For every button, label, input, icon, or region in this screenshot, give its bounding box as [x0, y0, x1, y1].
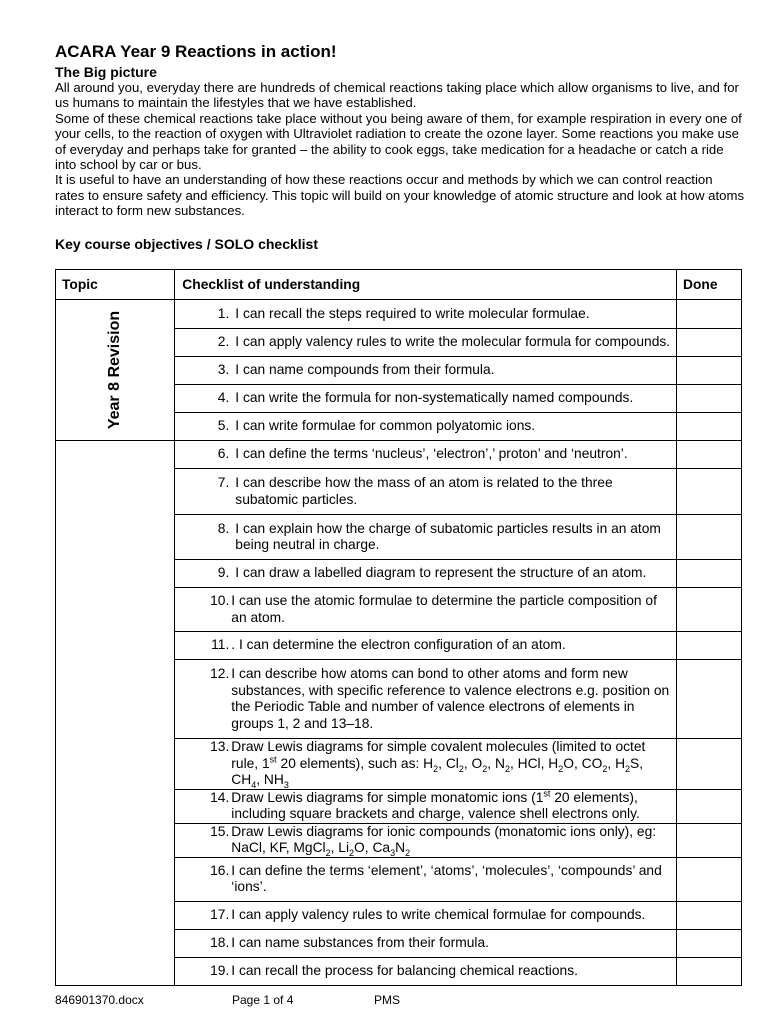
checklist-item: [175, 560, 677, 588]
topic-label: Year 8 Revision: [106, 310, 124, 430]
item-text: I can name compounds from their formula.: [235, 362, 495, 378]
item-number: 9.: [217, 565, 230, 581]
item-number: 1.: [217, 305, 230, 321]
objectives-heading: Key course objectives / SOLO checklist: [55, 236, 318, 252]
intro-paragraph: Some of these chemical reactions take place without you being aware of them, for example respiration in every one of your cells, to the reaction of oxygen with Ultraviolet radiation to create the ozone layer. Some reactions you make use of everyday and perhaps take for granted – the ability to cook eggs, take medication for a headache or catch a ride into school by car or bus.: [55, 110, 742, 173]
checklist-item: [175, 385, 677, 413]
checklist-item: [175, 957, 677, 985]
item-text: I can apply valency rules to write chemical formulae for compounds.: [231, 906, 646, 922]
footer-page-number: Page 1 of 4: [232, 993, 294, 1007]
checklist-item: [175, 469, 677, 515]
header-topic: Topic: [56, 270, 175, 300]
item-text: Draw Lewis diagrams for simple monatomic ions (1st 20 elements), including square brackets and charge, valence shell electrons only.: [231, 787, 640, 821]
topic-cell-year-8-revision: [56, 300, 175, 441]
item-number: 11.: [211, 637, 230, 653]
topic-cell-empty: [56, 441, 175, 986]
footer-filename: 846901370.docx: [55, 993, 144, 1007]
item-number: 15.: [210, 823, 230, 839]
item-text: Draw Lewis diagrams for simple covalent molecules (limited to octet rule, 1st 20 elements), such as: $H_2$, $Cl_2$, $O_2$, $N_2$, HCl, $H_2O$, $CO_2$, $H_2S$, $CH_4$, $NH_3$: [231, 739, 646, 790]
item-text: I can define the terms ‘nucleus’, ‘electron’,’ proton’ and ‘neutron’.: [235, 446, 628, 462]
item-number: 13.: [210, 739, 230, 754]
item-number: 7.: [217, 475, 230, 490]
checklist-item: [175, 413, 677, 441]
checklist-item: [175, 357, 677, 385]
checklist-item: [175, 739, 677, 790]
intro-paragraph: All around you, everyday there are hundreds of chemical reactions taking place which allow organisms to live, and for us humans to maintain the lifestyles that we have established.: [55, 80, 739, 111]
done-checkbox-cell[interactable]: [677, 329, 742, 357]
done-checkbox-cell[interactable]: [677, 789, 742, 823]
done-checkbox-cell[interactable]: [677, 385, 742, 413]
intro-paragraph: It is useful to have an understanding of how these reactions occur and methods by which we can control reaction rates to ensure safety and efficiency. This topic will build on your knowledge of atomic structure and look at how atoms interact to form new substances.: [55, 172, 745, 219]
done-checkbox-cell[interactable]: [677, 469, 742, 515]
item-text: I can write the formula for non-systematically named compounds.: [235, 390, 634, 406]
item-number: 14.: [210, 789, 230, 805]
done-checkbox-cell[interactable]: [677, 823, 742, 857]
checklist-item: [175, 329, 677, 357]
item-text: I can name substances from their formula.: [231, 934, 489, 950]
table-row: [56, 300, 742, 329]
footer-label: PMS: [374, 993, 401, 1007]
item-text: I can write formulae for common polyatomic ions.: [235, 418, 536, 434]
solo-checklist-table: [55, 269, 742, 986]
done-checkbox-cell[interactable]: [677, 413, 742, 441]
checklist-item: [175, 441, 677, 469]
item-number: 4.: [217, 390, 230, 406]
checklist-item: [175, 660, 677, 739]
item-text: I can apply valency rules to write the molecular formula for compounds.: [235, 334, 671, 350]
header-done: Done: [677, 270, 742, 300]
item-number: 2.: [217, 334, 230, 350]
checklist-item: [175, 901, 677, 929]
checklist-item: [175, 789, 677, 823]
done-checkbox-cell[interactable]: [677, 300, 742, 329]
done-checkbox-cell[interactable]: [677, 632, 742, 660]
document-title: ACARA Year 9 Reactions in action!: [55, 42, 337, 61]
item-text: . I can determine the electron configuration of an atom.: [231, 637, 566, 653]
done-checkbox-cell[interactable]: [677, 588, 742, 632]
item-number: 5.: [217, 418, 230, 434]
item-text: I can recall the process for balancing chemical reactions.: [231, 962, 578, 978]
item-number: 8.: [217, 520, 230, 536]
item-text: I can define the terms ‘element’, ‘atoms’, ‘molecules’, ‘compounds’ and ‘ions’.: [231, 862, 662, 894]
item-number: 18.: [210, 934, 230, 950]
checklist-item: [175, 515, 677, 560]
item-number: 12.: [210, 666, 230, 681]
checklist-item: [175, 300, 677, 329]
done-checkbox-cell[interactable]: [677, 857, 742, 901]
item-number: 16.: [210, 862, 230, 878]
header-checklist: Checklist of understanding: [175, 270, 677, 300]
intro-text: [55, 80, 745, 219]
done-checkbox-cell[interactable]: [677, 660, 742, 739]
checklist-item: [175, 857, 677, 901]
checklist-item: [175, 823, 677, 857]
done-checkbox-cell[interactable]: [677, 441, 742, 469]
item-text: I can recall the steps required to write molecular formulae.: [235, 305, 590, 321]
checklist-item: [175, 588, 677, 632]
item-text: Draw Lewis diagrams for ionic compounds (monatomic ions only), eg: NaCl, KF, MgCl$_2$, $Li_2O$, $Ca_3N_2$: [231, 823, 657, 858]
done-checkbox-cell[interactable]: [677, 515, 742, 560]
section-heading-big-picture: The Big picture: [55, 64, 157, 80]
item-text: I can describe how the mass of an atom is related to the three subatomic particles.: [235, 475, 613, 507]
done-checkbox-cell[interactable]: [677, 929, 742, 957]
table-header-row: [56, 270, 742, 300]
done-checkbox-cell[interactable]: [677, 957, 742, 985]
done-checkbox-cell[interactable]: [677, 901, 742, 929]
item-text: I can describe how atoms can bond to other atoms and form new substances, with specific reference to valence electrons e.g. position on the Periodic Table and number of valence electrons of elements in groups 1, 2 and 13–18.: [231, 666, 670, 731]
table-row: [56, 441, 742, 469]
checklist-body: [56, 300, 742, 986]
item-text: I can use the atomic formulae to determine the particle composition of an atom.: [231, 593, 657, 625]
item-number: 17.: [210, 906, 230, 922]
item-number: 10.: [210, 593, 230, 608]
item-text: I can explain how the charge of subatomic particles results in an atom being neutral in charge.: [235, 520, 661, 552]
checklist-item: [175, 632, 677, 660]
item-number: 19.: [210, 962, 230, 978]
item-text: I can draw a labelled diagram to represent the structure of an atom.: [235, 565, 647, 581]
item-number: 3.: [217, 362, 230, 378]
checklist-item: [175, 929, 677, 957]
done-checkbox-cell[interactable]: [677, 357, 742, 385]
item-number: 6.: [217, 446, 230, 462]
done-checkbox-cell[interactable]: [677, 739, 742, 790]
done-checkbox-cell[interactable]: [677, 560, 742, 588]
